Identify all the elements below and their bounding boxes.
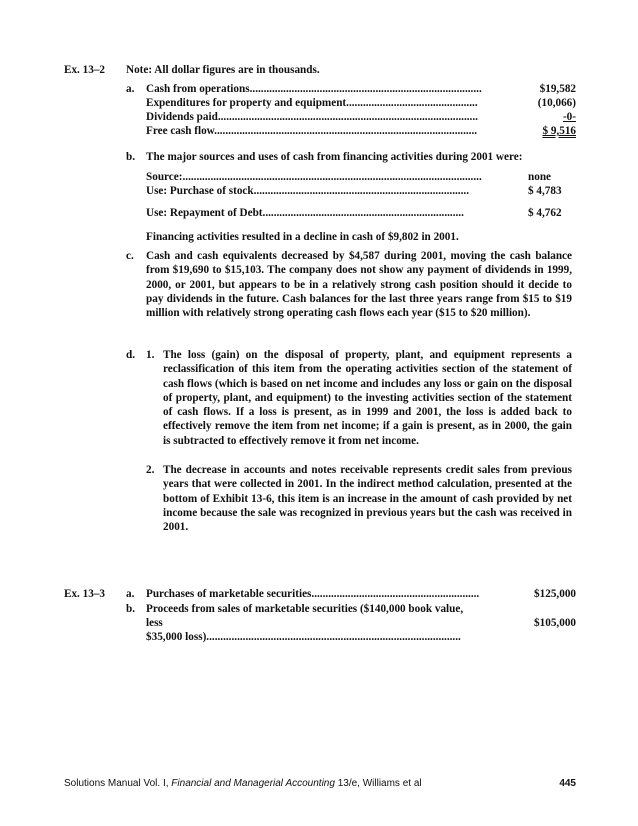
value-repayment-of-debt: $ 4,762 — [528, 207, 562, 219]
row-source: Source:........................................................................................................... — [146, 171, 482, 183]
proceeds-line-3: $35,000 loss)........................................................................................... — [146, 631, 461, 643]
exercise-label-13-3: Ex. 13–3 — [64, 588, 106, 600]
value-expenditures: (10,066) — [537, 97, 576, 109]
part-b-letter: b. — [126, 151, 136, 163]
part-a-letter: a. — [126, 83, 135, 95]
value-source: none — [528, 171, 552, 183]
row-cash-from-operations: Cash from operations................................................................................... — [146, 83, 482, 95]
exercise-label-13-2: Ex. 13–2 — [64, 64, 106, 76]
value-purchase-of-stock: $ 4,783 — [528, 185, 562, 197]
footer-citation: Solutions Manual Vol. I, Financial and Managerial Accounting 13/e, Williams et al — [64, 778, 422, 789]
item-2-paragraph: The decrease in accounts and notes receivable represents credit sales from previous years that were collected in 2001. In the indirect method calculation, presented at the bottom of Exhibit 13-6, this item is an increase in the amount of cash provided by net income because the sale was recognized in previous years but the cash was received in 2001. — [163, 464, 572, 534]
row-repayment-of-debt: Use: Repayment of Debt........................................................................ — [146, 207, 464, 219]
item-1-paragraph: The loss (gain) on the disposal of property, plant, and equipment represents a reclassification of this item from the operating activities section of the statement of cash flows (which is based on net income and includes any loss or gain on the disposal of property, plant, and equipment) to the investing activities section of the statement of cash flows. If a loss is present, as in 1999 and 2001, the loss is added back to effectively remove the item from net income; if a gain is present, as in 2000, the gain is subtracted to effectively remove it from net income. — [163, 349, 572, 447]
part-d-letter: d. — [126, 349, 136, 361]
value-proceeds: $105,000 — [534, 617, 576, 629]
item-1-number: 1. — [146, 349, 155, 361]
dollar-note: Note: All dollar figures are in thousands. — [126, 64, 320, 76]
row-purchase-of-stock: Use: Purchase of stock............................................................................. — [146, 185, 469, 197]
ex13-3-part-a-letter: a. — [126, 588, 135, 600]
part-c-paragraph: Cash and cash equivalents decreased by $4,587 during 2001, moving the cash balance from $19,690 to $15,103. The company does not show any payment of dividends in 1999, 2000, or 2001, but appears to be in a relatively strong cash position should it decide to pay dividends in the future. Cash balances for the last three years range from $15 to $19 million with relatively strong operating cash flows each year ($15 to $20 million). — [146, 250, 572, 320]
row-dividends-paid: Dividends paid............................................................................................. — [146, 111, 478, 123]
part-c-letter: c. — [126, 250, 134, 262]
ex13-3-part-b-letter: b. — [126, 603, 136, 615]
item-2-number: 2. — [146, 464, 155, 476]
page-number: 445 — [559, 778, 576, 789]
part-b-intro: The major sources and uses of cash from financing activities during 2001 were: — [146, 151, 523, 163]
proceeds-line-1: Proceeds from sales of marketable securities ($140,000 book value, — [146, 603, 464, 615]
proceeds-line-2: less — [146, 617, 163, 629]
value-purchases-marketable-securities: $125,000 — [534, 588, 576, 600]
row-expenditures: Expenditures for property and equipment............................................... — [146, 97, 478, 109]
value-free-cash-flow: $ 9,516 — [542, 125, 576, 137]
row-free-cash-flow: Free cash flow.............................................................................................. — [146, 125, 478, 137]
value-cash-from-operations: $19,582 — [539, 83, 576, 95]
row-purchases-marketable-securities: Purchases of marketable securities............................................................ — [146, 588, 480, 600]
value-dividends-paid: -0- — [562, 111, 576, 123]
financing-conclusion: Financing activities resulted in a decline in cash of $9,802 in 2001. — [146, 231, 459, 243]
